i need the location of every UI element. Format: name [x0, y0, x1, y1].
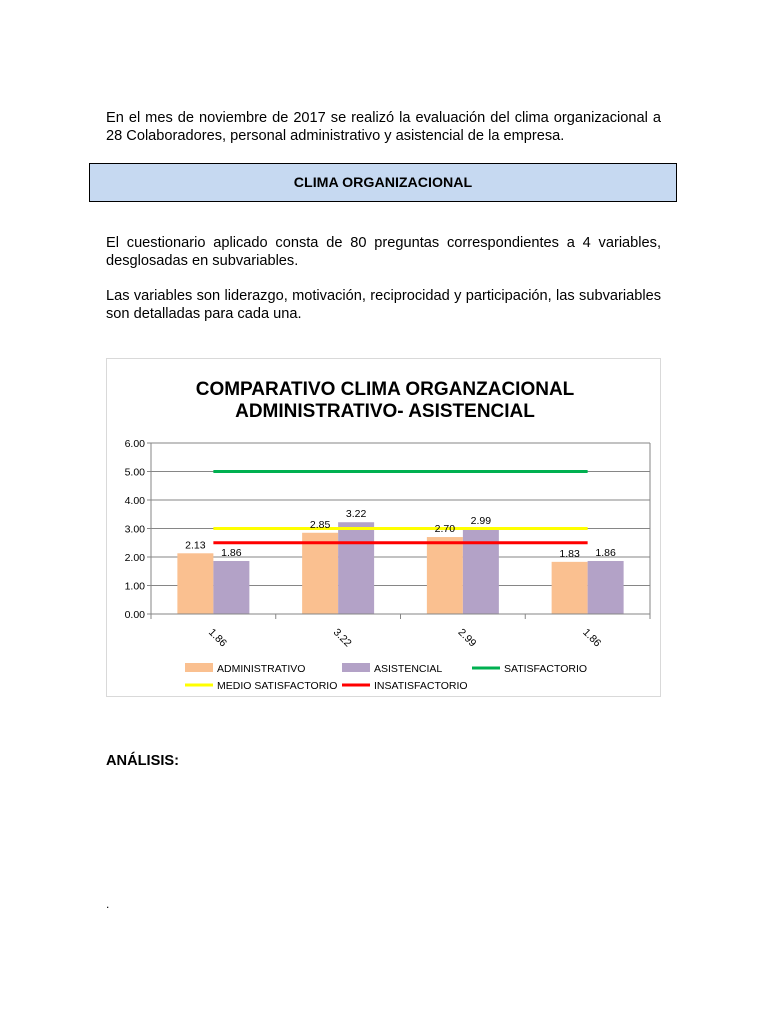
- y-tick-label: 2.00: [124, 552, 145, 564]
- bar-administrativo: [177, 553, 213, 614]
- x-tick-label: 3.22: [330, 626, 354, 650]
- y-tick-label: 0.00: [124, 609, 145, 621]
- x-tick-label: 2.99: [455, 626, 479, 650]
- questionnaire-paragraph: El cuestionario aplicado consta de 80 preguntas correspondientes a 4 variables, desglosadas en subvariables.: [106, 235, 661, 269]
- chart-legend: [185, 663, 587, 692]
- data-label: 1.86: [595, 546, 616, 559]
- legend-label: ASISTENCIAL: [374, 663, 443, 675]
- y-tick-label: 4.00: [124, 495, 145, 507]
- legend-label: MEDIO SATISFACTORIO: [217, 680, 338, 692]
- bar-administrativo: [427, 537, 463, 614]
- bar-administrativo: [302, 533, 338, 614]
- bar-asistencial: [588, 561, 624, 614]
- legend-label: ADMINISTRATIVO: [217, 663, 306, 675]
- data-label: 2.13: [185, 539, 206, 552]
- section-header: [89, 163, 677, 202]
- data-label: 1.86: [221, 546, 242, 559]
- data-label: 3.22: [345, 508, 367, 521]
- legend-label: INSATISFACTORIO: [374, 680, 468, 692]
- intro-paragraph: En el mes de noviembre de 2017 se realizó la evaluación del clima organizacional a 28 Colaboradores, personal administrativo y asistencial de la empresa.: [106, 110, 661, 144]
- variables-paragraph: Las variables son liderazgo, motivación, reciprocidad y participación, las subvariables son detalladas para cada una.: [106, 288, 661, 322]
- y-tick-label: 1.00: [124, 580, 145, 593]
- bar-asistencial: [338, 522, 374, 614]
- legend-swatch: [342, 663, 370, 672]
- data-label: 1.83: [559, 547, 580, 560]
- trailing-mark: .: [106, 897, 110, 911]
- bar-asistencial: [213, 561, 249, 614]
- chart-title-line2: ADMINISTRATIVO- ASISTENCIAL: [235, 401, 535, 422]
- y-tick-label: 3.00: [124, 523, 145, 536]
- data-label: 2.99: [470, 514, 492, 527]
- legend-label: SATISFACTORIO: [504, 663, 588, 675]
- chart-canvas: [107, 359, 662, 698]
- comparison-chart: [106, 358, 661, 697]
- plot-area: [125, 438, 650, 649]
- legend-swatch: [185, 663, 213, 672]
- analysis-heading: ANÁLISIS:: [106, 753, 179, 769]
- bar-administrativo: [552, 562, 588, 614]
- section-title: CLIMA ORGANIZACIONAL: [293, 174, 473, 191]
- y-tick-label: 6.00: [124, 438, 145, 450]
- y-tick-label: 5.00: [124, 466, 145, 479]
- data-label: 2.70: [434, 523, 456, 536]
- x-tick-label: 1.86: [580, 626, 604, 650]
- x-tick-label: 1.86: [206, 626, 229, 650]
- data-label: 2.85: [309, 518, 331, 531]
- chart-title-line1: COMPARATIVO CLIMA ORGANZACIONAL: [195, 379, 575, 400]
